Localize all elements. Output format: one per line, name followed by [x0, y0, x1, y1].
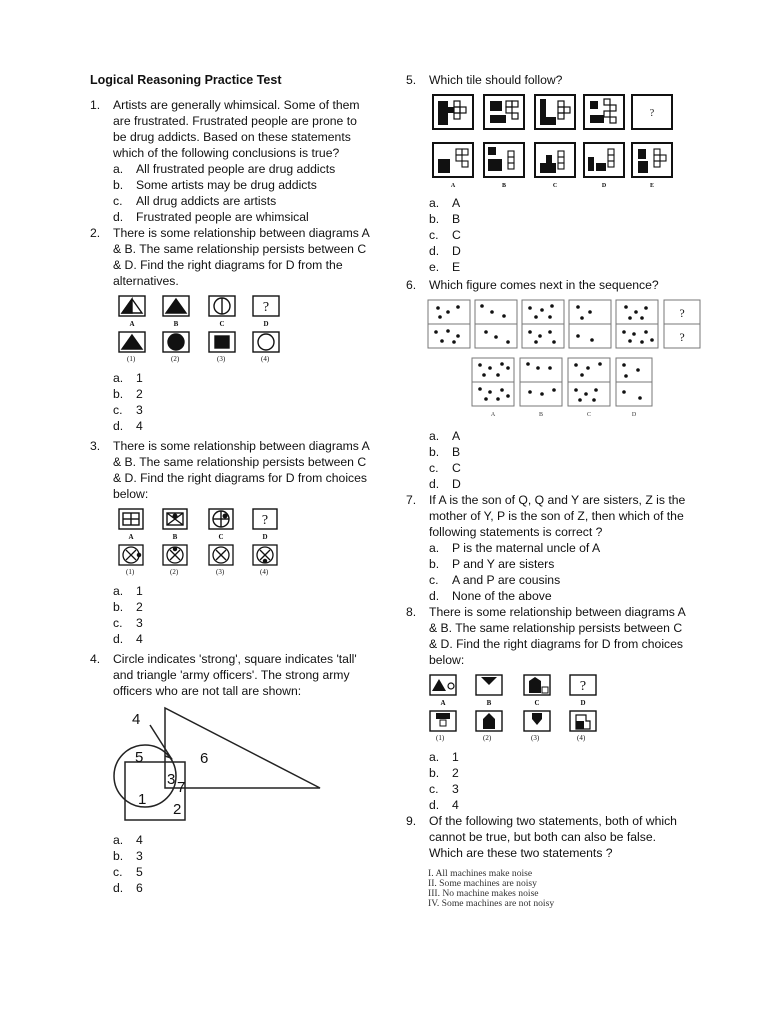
question-number: 8. [406, 605, 417, 619]
region-4: 4 [132, 711, 141, 728]
option[interactable] [113, 209, 372, 225]
q2-label-c: C [219, 320, 225, 328]
q3-label-a: A [128, 533, 134, 541]
q8-label-d: D [580, 699, 586, 707]
right-column [406, 72, 691, 909]
option-text: 1 [136, 371, 143, 385]
option[interactable] [429, 765, 691, 781]
option-letter: a. [113, 162, 124, 176]
q6-question-mark-bottom: ? [679, 330, 685, 344]
option-letter: c. [429, 461, 439, 475]
q3-choice-label-2: (2) [170, 568, 179, 576]
option-letter: d. [113, 632, 124, 646]
option-letter: d. [113, 419, 124, 433]
option-text: Frustrated people are whimsical [136, 210, 309, 224]
question-number: 4. [90, 652, 101, 666]
q2-choice-2 [163, 332, 189, 352]
option[interactable] [429, 781, 691, 797]
option[interactable] [113, 402, 372, 418]
option[interactable] [429, 227, 691, 243]
q8-label-b: B [486, 699, 492, 707]
option-letter: a. [429, 429, 440, 443]
question-5 [406, 72, 691, 88]
answer-options [429, 540, 691, 604]
q3-choice-label-1: (1) [126, 568, 135, 576]
question-text: Of the following two statements, both of which cannot be true, but both can also be false. Which are these two statements ? [429, 814, 677, 860]
option-text: E [452, 260, 461, 274]
option[interactable] [429, 749, 691, 765]
statement: III. No machine makes noise [428, 888, 539, 899]
option-letter: c. [429, 573, 439, 587]
q2-choice-1 [119, 332, 145, 352]
option-letter: d. [429, 798, 440, 812]
q2-figure [115, 294, 372, 364]
q3-choice-2 [163, 545, 187, 565]
option-text: C [452, 228, 461, 242]
statement: II. Some machines are noisy [428, 878, 537, 889]
option[interactable] [113, 864, 372, 880]
option-text: D [452, 244, 461, 258]
option-text: 6 [136, 881, 143, 895]
option[interactable] [113, 615, 372, 631]
q3-question-mark: ? [261, 513, 269, 528]
q5-label-e: E [649, 183, 655, 189]
q3-label-b: B [172, 533, 178, 541]
q3-choice-label-4: (4) [260, 568, 269, 576]
option-letter: d. [113, 210, 124, 224]
answer-options [113, 370, 372, 434]
q8-figure [426, 673, 691, 743]
question-number: 5. [406, 73, 417, 87]
q2-label-a: A [129, 320, 135, 328]
q5-question-mark: ? [649, 108, 655, 119]
option-text: 4 [452, 798, 459, 812]
option[interactable] [113, 832, 372, 848]
q6-label-b: B [538, 412, 544, 418]
question-text: There is some relationship between diagrams A & B. The same relationship persists between C & D. Find the right diagrams for D from the alternatives. [113, 226, 370, 288]
answer-options [429, 195, 691, 275]
option[interactable] [429, 195, 691, 211]
question-text: Artists are generally whimsical. Some of them are frustrated. Frustrated people are prone to be drug addicts. Based on these statements which of the following conclusions is true? [113, 98, 360, 160]
question-1 [90, 97, 372, 161]
option-text: B [452, 445, 461, 459]
option-letter: c. [113, 616, 123, 630]
option-text: A [452, 429, 461, 443]
q3-label-c: C [218, 533, 224, 541]
left-column [90, 72, 372, 896]
option[interactable] [429, 259, 691, 275]
question-8 [406, 604, 691, 668]
answer-options [429, 749, 691, 813]
option-text: B [452, 212, 461, 226]
region-7: 7 [177, 779, 186, 796]
q6-label-d: D [631, 412, 637, 418]
option-letter: b. [429, 766, 440, 780]
option[interactable] [429, 444, 691, 460]
q6-question-mark-top: ? [679, 306, 685, 320]
question-number: 6. [406, 278, 417, 292]
option-text: 2 [136, 387, 143, 401]
q8-choice-label-1: (1) [436, 734, 445, 742]
q6-dice-figure [426, 298, 691, 422]
option[interactable] [113, 583, 372, 599]
option-text: A [452, 196, 461, 210]
option[interactable] [429, 540, 691, 556]
option-text: 1 [136, 584, 143, 598]
option[interactable] [113, 418, 372, 434]
option[interactable] [113, 386, 372, 402]
answer-options [429, 428, 691, 492]
option-letter: c. [429, 228, 439, 242]
option-text: 4 [136, 419, 143, 433]
option-letter: c. [113, 194, 123, 208]
option[interactable] [429, 460, 691, 476]
option-letter: c. [113, 403, 123, 417]
q2-label-d: D [263, 320, 269, 328]
option-text: 5 [136, 865, 143, 879]
q5-label-b: B [501, 183, 507, 189]
statement: I. All machines make noise [428, 868, 533, 879]
q3-figure-b [163, 509, 187, 529]
option-letter: d. [429, 477, 440, 491]
option[interactable] [429, 572, 691, 588]
region-5: 5 [135, 749, 144, 766]
option-text: 2 [452, 766, 459, 780]
option-letter: d. [429, 244, 440, 258]
option[interactable] [113, 631, 372, 647]
page-title: Logical Reasoning Practice Test [90, 73, 282, 87]
option-text: P is the maternal uncle of A [452, 541, 601, 555]
option-letter: c. [429, 782, 439, 796]
q5-tile-figure [428, 93, 691, 189]
option[interactable] [113, 599, 372, 615]
q5-sequence-tiles [438, 99, 604, 125]
option-letter: b. [113, 387, 124, 401]
q2-choice-label-4: (4) [261, 355, 270, 363]
option-text: Some artists may be drug addicts [136, 178, 317, 192]
answer-options [113, 583, 372, 647]
option[interactable] [429, 476, 691, 492]
option-text: 3 [136, 616, 143, 630]
q5-label-a: A [450, 183, 456, 189]
option-text: 1 [452, 750, 459, 764]
q5-label-c: C [552, 183, 558, 189]
option-letter: c. [113, 865, 123, 879]
option[interactable] [429, 243, 691, 259]
option-text: All drug addicts are artists [136, 194, 277, 208]
region-3: 3 [167, 771, 176, 788]
q2-question-mark: ? [262, 300, 270, 315]
option-text: 4 [136, 632, 143, 646]
region-2: 2 [173, 801, 182, 818]
option[interactable] [113, 880, 372, 896]
option-letter: b. [429, 212, 440, 226]
q8-choice-label-4: (4) [577, 734, 586, 742]
q2-figure-a [119, 296, 145, 316]
option-text: A and P are cousins [452, 573, 561, 587]
question-number: 2. [90, 226, 101, 240]
option[interactable] [429, 556, 691, 572]
option-letter: b. [429, 445, 440, 459]
q2-choice-label-1: (1) [127, 355, 136, 363]
q5-answer-tiles [438, 147, 648, 173]
q2-figure-b [163, 296, 189, 316]
q8-figure-a [430, 675, 456, 695]
option-text: C [452, 461, 461, 475]
option[interactable] [113, 370, 372, 386]
option-letter: e. [429, 260, 440, 274]
question-text: Which tile should follow? [429, 73, 563, 87]
option-letter: b. [113, 178, 124, 192]
region-6: 6 [200, 750, 209, 767]
option-letter: b. [429, 557, 440, 571]
q8-label-a: A [440, 699, 446, 707]
q3-choice-4 [253, 545, 277, 565]
q3-label-d: D [262, 533, 268, 541]
question-text: There is some relationship between diagrams A & B. The same relationship persists between C & D. Find the right diagrams for D from choices below: [113, 439, 370, 501]
option-letter: a. [429, 541, 440, 555]
q6-label-c: C [586, 412, 592, 418]
option[interactable] [113, 193, 372, 209]
question-text: There is some relationship between diagrams A & B. The same relationship persists between C & D. Find the right diagrams for D from choices below: [429, 605, 686, 667]
q2-choice-label-3: (3) [217, 355, 226, 363]
option-text: None of the above [452, 589, 552, 603]
option-text: 4 [136, 833, 143, 847]
question-text: Circle indicates 'strong', square indicates 'tall' and triangle 'army officers'. The strong army officers who are not tall are shown: [113, 652, 357, 698]
question-6 [406, 277, 691, 293]
option-letter: d. [429, 589, 440, 603]
q3-choice-label-3: (3) [216, 568, 225, 576]
question-4 [90, 651, 372, 699]
option-letter: d. [113, 881, 124, 895]
q2-label-b: B [173, 320, 179, 328]
q8-question-mark: ? [579, 679, 587, 694]
q2-figure-c [209, 296, 235, 316]
q4-venn-diagram [105, 704, 372, 826]
option-text: 2 [136, 600, 143, 614]
q5-label-d: D [601, 183, 607, 189]
option-letter: b. [113, 849, 124, 863]
option-text: 3 [136, 849, 143, 863]
q3-figure [115, 507, 372, 577]
statement: IV. Some machines are not noisy [428, 898, 555, 909]
option-letter: a. [429, 196, 440, 210]
q3-figure-a [119, 509, 143, 529]
q2-choice-4 [253, 332, 279, 352]
option[interactable] [113, 161, 372, 177]
option[interactable] [429, 428, 691, 444]
q9-statements [428, 869, 691, 909]
q3-figure-c [209, 509, 233, 529]
option-text: D [452, 477, 461, 491]
question-3 [90, 438, 372, 502]
q8-label-c: C [534, 699, 540, 707]
option-letter: b. [113, 600, 124, 614]
option[interactable] [113, 848, 372, 864]
option-text: All frustrated people are drug addicts [136, 162, 336, 176]
option[interactable] [113, 177, 372, 193]
q3-choice-3 [209, 545, 233, 565]
option[interactable] [429, 797, 691, 813]
option-letter: a. [113, 833, 124, 847]
region-1: 1 [138, 791, 147, 808]
option-letter: a. [113, 371, 124, 385]
option-text: P and Y are sisters [452, 557, 555, 571]
q8-choice-label-2: (2) [483, 734, 492, 742]
question-number: 9. [406, 814, 417, 828]
question-number: 3. [90, 439, 101, 453]
triangle-army-officers [165, 708, 320, 788]
question-number: 7. [406, 493, 417, 507]
q6-label-a: A [490, 412, 496, 418]
q2-choice-label-2: (2) [171, 355, 180, 363]
question-2 [90, 225, 372, 289]
option-letter: a. [113, 584, 124, 598]
option[interactable] [429, 588, 691, 604]
question-7 [406, 492, 691, 540]
question-number: 1. [90, 98, 101, 112]
option[interactable] [429, 211, 691, 227]
answer-options [113, 832, 372, 896]
q3-choice-1 [119, 545, 143, 565]
question-text: If A is the son of Q, Q and Y are sisters, Z is the mother of Y, P is the son of Z, then which of the following statements is correct ? [429, 493, 686, 539]
option-text: 3 [452, 782, 459, 796]
q8-choice-label-3: (3) [531, 734, 540, 742]
q2-choice-3 [209, 332, 235, 352]
answer-options [113, 161, 372, 225]
option-text: 3 [136, 403, 143, 417]
option-letter: a. [429, 750, 440, 764]
question-text: Which figure comes next in the sequence? [429, 278, 659, 292]
question-9 [406, 813, 691, 861]
